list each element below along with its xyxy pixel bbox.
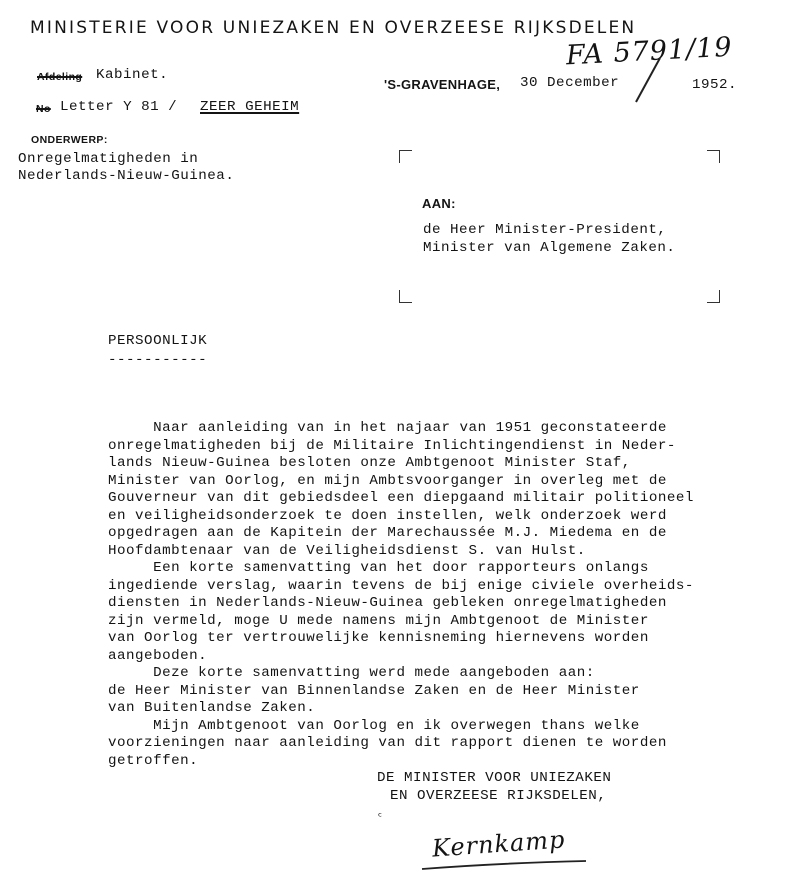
- addressee-line-1: de Heer Minister-President,: [423, 222, 667, 238]
- signature: Kernkamp: [431, 825, 567, 863]
- body-line: van Oorlog ter vertrouwelijke kennisneming hiernevens worden: [108, 630, 649, 646]
- address-corner-top-left: [399, 150, 412, 163]
- date-day-month: 30 December: [520, 75, 620, 91]
- body-line: Hoofdambtenaar van de Veiligheidsdienst S. van Hulst.: [108, 542, 586, 559]
- body-line: Mijn Ambtgenoot van Oorlog en ik overwegen thans welke: [108, 717, 640, 734]
- body-line: Naar aanleiding van in het najaar van 1951 geconstateerde: [108, 420, 667, 436]
- no-label: No: [36, 103, 51, 115]
- personal-underline: -----------: [108, 352, 208, 368]
- body-line: zijn vermeld, moge U mede namens mijn Ambtgenoot de Minister: [108, 612, 649, 629]
- subject-line-2: Nederlands-Nieuw-Guinea.: [18, 168, 235, 184]
- place-label: 'S-GRAVENHAGE,: [384, 77, 501, 92]
- handwritten-reference: FA 5791/19: [565, 31, 734, 72]
- body-line: en veiligheidsonderzoek te doen instellen, welk onderzoek werd: [108, 507, 667, 524]
- body-line: Deze korte samenvatting werd mede aangeboden aan:: [108, 665, 595, 681]
- addressee-line-2: Minister van Algemene Zaken.: [423, 240, 676, 256]
- body-line: voorzieningen naar aanleiding van dit rapport dienen te worden: [108, 735, 667, 751]
- signature-underline: [420, 855, 590, 875]
- address-corner-bottom-right: [707, 290, 720, 303]
- body-line: opgedragen aan de Kapitein der Marechaussée M.J. Miedema en de: [108, 525, 667, 541]
- closing-line-1: DE MINISTER VOOR UNIEZAKEN: [377, 770, 612, 786]
- classification-mark: ZEER GEHEIM: [200, 99, 300, 115]
- afdeling-label: Afdeling: [37, 71, 83, 83]
- body-line: aangeboden.: [108, 647, 208, 664]
- date-year: 1952.: [692, 77, 738, 93]
- small-mark: ᶜ: [378, 810, 383, 823]
- body-line: diensten in Nederlands-Nieuw-Guinea gebleken onregelmatigheden: [108, 595, 667, 611]
- handwritten-stroke: [630, 56, 670, 106]
- closing-line-2: EN OVERZEESE RIJKSDELEN,: [390, 788, 607, 804]
- body-line: getroffen.: [108, 752, 199, 769]
- onderwerp-label: ONDERWERP:: [31, 134, 108, 146]
- body-line: Een korte samenvatting van het door rapporteurs onlangs: [108, 560, 649, 576]
- body-line: onregelmatigheden bij de Militaire Inlichtingendienst in Neder-: [108, 437, 676, 454]
- address-corner-bottom-left: [399, 290, 412, 303]
- letter-reference: Letter Y 81 /: [60, 99, 178, 115]
- address-corner-top-right: [707, 150, 720, 163]
- body-line: lands Nieuw-Guinea besloten onze Ambtgenoot Minister Staf,: [108, 455, 631, 471]
- body-line: de Heer Minister van Binnenlandse Zaken en de Heer Minister: [108, 682, 640, 699]
- body-line: Gouverneur van dit gebiedsdeel een diepgaand militair politioneel: [108, 490, 694, 506]
- letter-body: [108, 420, 694, 770]
- body-line: Minister van Oorlog, en mijn Ambtsvoorganger in overleg met de: [108, 472, 667, 489]
- afdeling-value: Kabinet.: [96, 67, 169, 83]
- body-line: van Buitenlandse Zaken.: [108, 700, 316, 716]
- aan-label: AAN:: [422, 196, 456, 211]
- subject-line-1: Onregelmatigheden in: [18, 151, 199, 167]
- letterhead: MINISTERIE VOOR UNIEZAKEN EN OVERZEESE RIJKSDELEN: [30, 18, 637, 38]
- personal-label: PERSOONLIJK: [108, 333, 208, 349]
- body-line: ingediende verslag, waarin tevens de bij enige civiele overheids-: [108, 577, 694, 594]
